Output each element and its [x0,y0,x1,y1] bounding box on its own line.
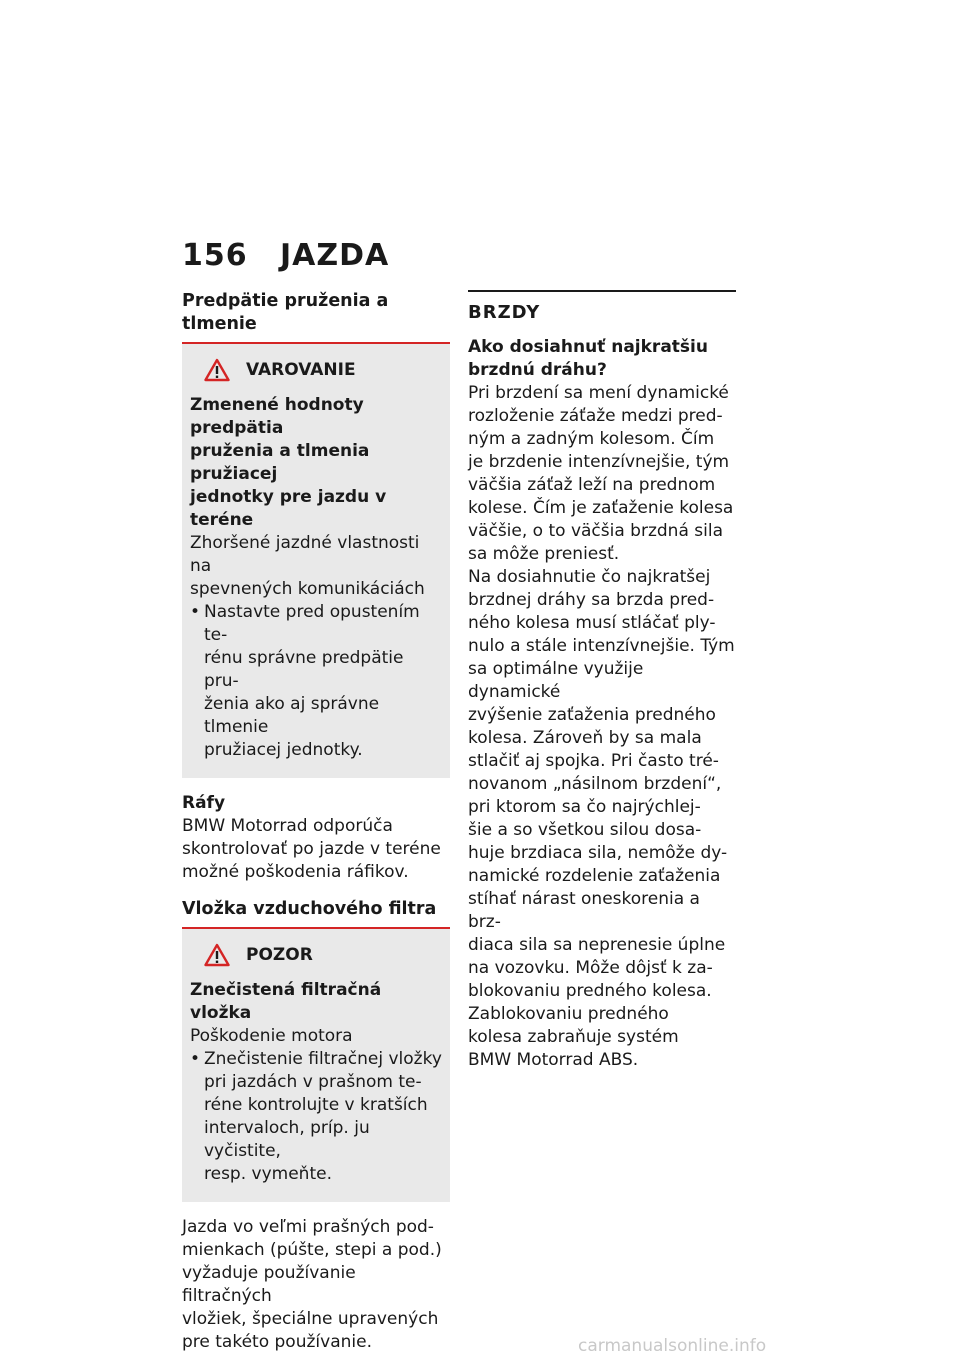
filter-text-line: pre takéto používanie. [182,1332,372,1352]
rims-text-line: skontrolovať po jazde v teréne [182,839,441,859]
brakes-text-line: namické rozdelenie zaťaženia [468,866,721,886]
brakes-text-line: huje brzdiaca sila, nemôže dy- [468,843,728,863]
caution-box [182,929,450,1202]
brakes-text-line: sa môže preniesť. [468,544,620,564]
brakes-text-line: väčšia záťaž leží na prednom [468,475,716,495]
brakes-text-line: novanom „násilnom brzdení“, [468,774,722,794]
warning-bullet [190,601,442,762]
section-title-rims: Ráfy [182,793,226,813]
warning-label: VAROVANIE [246,360,356,380]
filter-text-line: vložiek, špeciálne upravených [182,1309,439,1329]
brakes-text-line: ným a zadným kolesom. Čím [468,429,715,449]
brakes-text-line: Pri brzdení sa mení dynamické [468,383,729,403]
rims-text-line: možné poškodenia ráfikov. [182,862,409,882]
filter-text-line: Jazda vo veľmi prašných pod- [182,1217,434,1237]
bullet-line: réne kontrolujte v kratších [204,1095,428,1115]
section-title-brakes: BRZDY [468,302,541,323]
warning-triangle-icon [204,358,230,382]
page-header [182,238,389,273]
filter-text-line: vyžaduje používanie filtračných [182,1263,356,1306]
warning-desc-line: Zhoršené jazdné vlastnosti na [190,533,420,576]
brakes-text-line: Zablokovaniu predného [468,1004,669,1024]
bullet-line: Znečistenie filtračnej vložky [204,1049,442,1069]
right-column [468,290,736,1072]
brakes-text-line: kolese. Čím je zaťaženie kolesa [468,498,734,518]
brakes-subtitle-line: Ako dosiahnuť najkratšiu [468,337,708,357]
rims-text-line: BMW Motorrad odporúča [182,816,393,836]
section-rule [468,290,736,292]
brakes-text-line: pri ktorom sa čo najrýchlej- [468,797,701,817]
brakes-text-line: nulo a stále intenzívnejšie. Tým [468,636,735,656]
bullet-line: pružiacej jednotky. [204,740,363,760]
bullet-line: intervaloch, príp. ju vyčistite, [204,1118,370,1161]
brakes-text-line: brzdnej dráhy sa brzda pred- [468,590,715,610]
bullet-line: ženia ako aj správne tlmenie [204,694,380,737]
bullet-line: resp. vymeňte. [204,1164,332,1184]
spacer [182,884,450,898]
caution-desc-line: Poškodenie motora [190,1026,353,1046]
brakes-text-line: stlačiť aj spojka. Pri často tré- [468,751,719,771]
brakes-text-line: šie a so všetkou silou dosa- [468,820,702,840]
page-number: 156 [182,238,248,273]
bullet-line: Nastavte pred opustením te- [204,602,420,645]
warning-title-line: Zmenené hodnoty predpätia [190,395,364,438]
brakes-subtitle-line: brzdnú dráhu? [468,360,607,380]
caution-label: POZOR [246,945,313,965]
spacer [182,778,450,792]
section-title-suspension: Predpätie pruženia a tlmenie [182,291,389,334]
brakes-text-line: zvýšenie zaťaženia predného [468,705,716,725]
caution-header [204,943,442,967]
bullet-dot: • [190,602,201,622]
caution-title-line: Znečistená filtračná vložka [190,980,382,1023]
bullet-line: pri jazdách v prašnom te- [204,1072,422,1092]
filter-text-line: mienkach (púšte, stepi a pod.) [182,1240,442,1260]
brakes-text-line: diaca sila sa neprenesie úplne [468,935,726,955]
warning-triangle-icon [204,943,230,967]
brakes-text-line: kolesa. Zároveň by sa mala [468,728,702,748]
brakes-body [468,382,736,1072]
warning-title-line: pruženia a tlmenia pružiacej [190,441,370,484]
warning-desc-line: spevnených komunikáciách [190,579,425,599]
brakes-text-line: na vozovku. Môže dôjsť k za- [468,958,713,978]
brakes-text-line: väčšie, o to väčšia brzdná sila [468,521,723,541]
spacer [182,1202,450,1216]
brakes-text-line: rozloženie záťaže medzi pred- [468,406,723,426]
warning-header [204,358,442,382]
brakes-text-line: sa optimálne využije dynamické [468,659,644,702]
brakes-text-line: ného kolesa musí stláčať ply- [468,613,716,633]
left-column [182,290,450,1354]
warning-title-line: jednotky pre jazdu v teréne [190,487,387,530]
warning-box [182,344,450,778]
brakes-text-line: BMW Motorrad ABS. [468,1050,639,1070]
brakes-text-line: kolesa zabraňuje systém [468,1027,679,1047]
watermark: carmanualsonline.info [578,1336,767,1356]
bullet-dot: • [190,1049,201,1069]
brakes-text-line: Na dosiahnutie čo najkratšej [468,567,711,587]
brakes-text-line: blokovaniu predného kolesa. [468,981,712,1001]
brakes-text-line: je brzdenie intenzívnejšie, tým [468,452,730,472]
chapter-title: JAZDA [280,238,390,273]
section-title-air-filter: Vložka vzduchového filtra [182,899,437,919]
brakes-text-line: stíhať nárast oneskorenia a brz- [468,889,700,932]
bullet-line: rénu správne predpätie pru- [204,648,404,691]
caution-bullet [190,1048,442,1186]
